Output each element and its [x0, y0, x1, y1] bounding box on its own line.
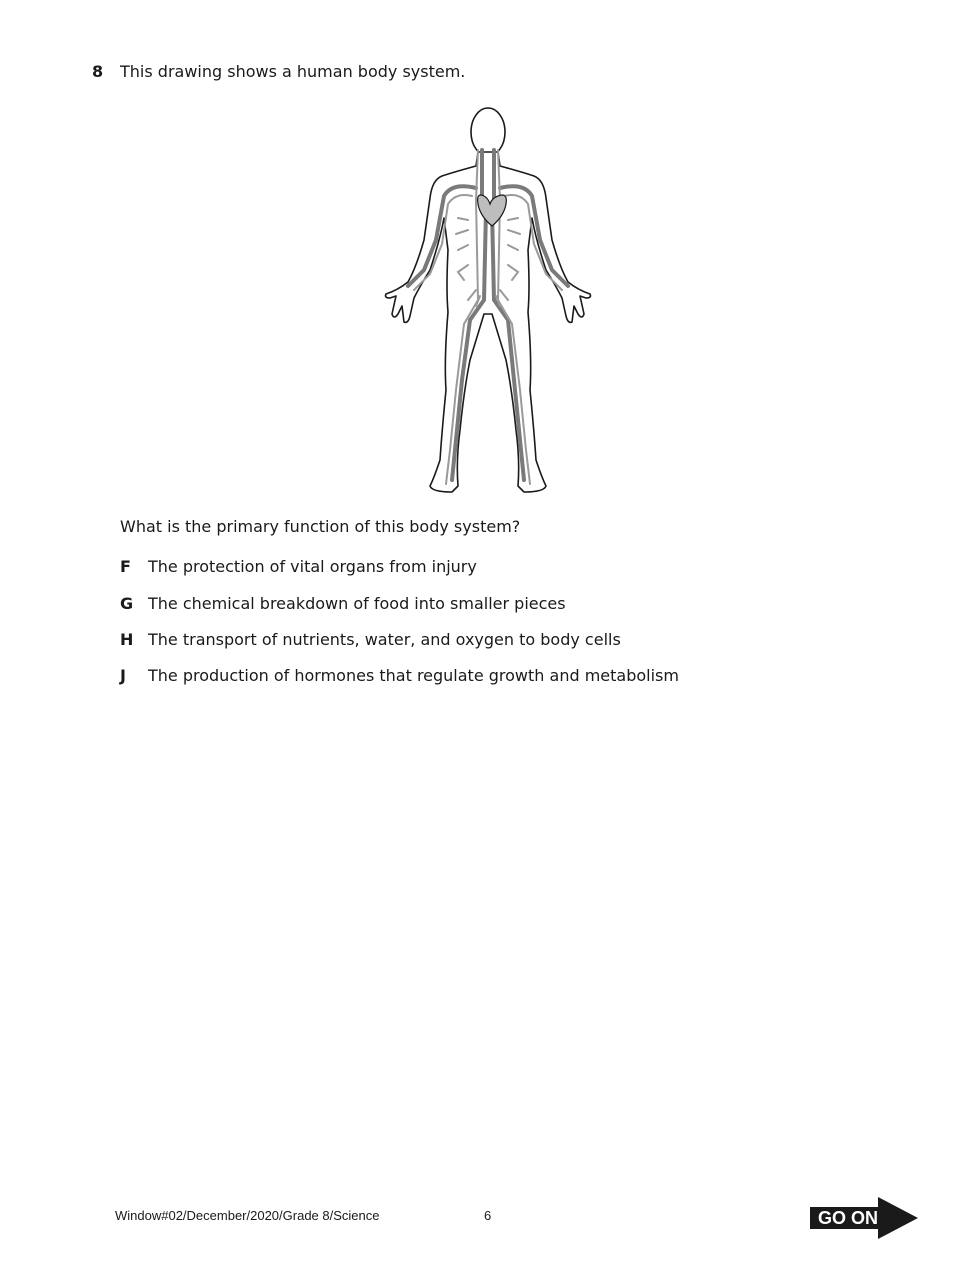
circulatory-system-figure — [372, 100, 604, 500]
question-number: 8 — [92, 62, 104, 81]
go-on-label: GO ON — [810, 1207, 886, 1229]
page-number: 6 — [484, 1208, 492, 1223]
answer-choice-h[interactable] — [120, 630, 621, 649]
choice-letter: H — [120, 630, 134, 649]
choice-text: The chemical breakdown of food into smaller pieces — [148, 594, 566, 613]
choice-letter: J — [120, 666, 126, 685]
answer-choice-f[interactable] — [120, 557, 477, 576]
choice-letter: G — [120, 594, 134, 613]
choice-text: The protection of vital organs from injury — [148, 557, 477, 576]
choice-letter: F — [120, 557, 131, 576]
answer-choice-j[interactable] — [120, 666, 679, 685]
question-stem: This drawing shows a human body system. — [120, 62, 466, 81]
question-prompt: What is the primary function of this body system? — [120, 517, 521, 536]
choice-text: The production of hormones that regulate growth and metabolism — [148, 666, 679, 685]
choice-text: The transport of nutrients, water, and oxygen to body cells — [148, 630, 621, 649]
footer-test-id: Window#02/December/2020/Grade 8/Science — [115, 1208, 380, 1223]
go-on-arrow-icon — [808, 1197, 920, 1239]
answer-choice-g[interactable] — [120, 594, 566, 613]
